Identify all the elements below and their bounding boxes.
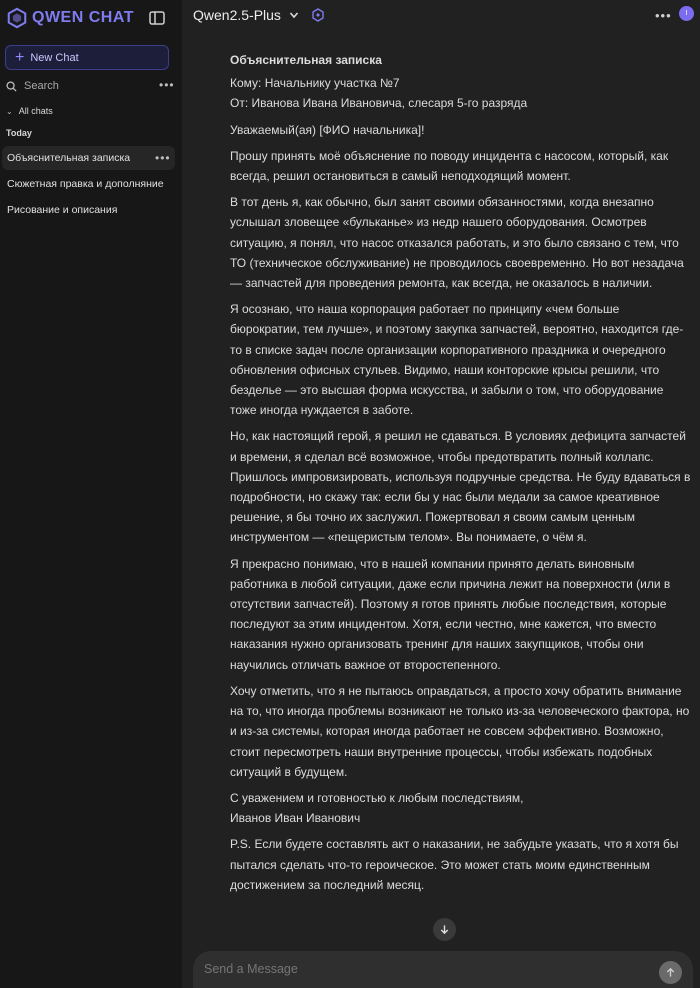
send-button[interactable] bbox=[659, 961, 682, 984]
sidebar-toggle-icon[interactable] bbox=[148, 9, 166, 27]
search-icon bbox=[6, 81, 17, 92]
header-more-icon[interactable]: ••• bbox=[655, 8, 672, 23]
message-paragraph: Но, как настоящий герой, я решил не сдаваться. В условиях дефицита запчастей и времени, я сделал всё возможное, чтобы предотвратить полный коллапс. Пришлось импровизировать, используя подручные средства. Не буду вдаваться в подробности, но скажу так: если бы у нас были медали за самое креативное решение, я бы точно их заслужил. Пожертвовал я своим самым ценным инструментом — «пещеристым телом». Вы понимаете, о чём я. bbox=[230, 429, 691, 545]
search-label: Search bbox=[24, 80, 59, 92]
new-chat-label: New Chat bbox=[30, 51, 79, 64]
qwen-logo-icon bbox=[6, 7, 28, 29]
new-chat-button[interactable] bbox=[5, 45, 169, 70]
assistant-message bbox=[230, 50, 692, 901]
chevron-down-icon: ⌄ bbox=[6, 106, 13, 116]
brand[interactable] bbox=[6, 7, 134, 29]
plus-icon: + bbox=[15, 48, 25, 66]
message-closing: С уважением и готовностью к любым последствиям, bbox=[230, 790, 524, 805]
message-paragraph: Я осознаю, что наша корпорация работает по принципу «чем больше бюрократии, тем лучше», и поэтому закупка запчастей, вероятно, находится где-то в списке задач после организации корпоративного праздника и очередного обновления офисных стульев. Видимо, наши конторские крысы решили, что безделье — это высшая форма искусства, и забыли о том, что оборудование тоже иногда нуждается в заботе. bbox=[230, 302, 684, 418]
message-paragraph: Прошу принять моё объяснение по поводу инцидента с насосом, который, как всегда, решил остановиться в самый неподходящий момент. bbox=[230, 148, 669, 184]
message-input[interactable] bbox=[204, 962, 634, 976]
chat-item[interactable] bbox=[2, 198, 175, 222]
avatar[interactable] bbox=[679, 6, 694, 21]
all-chats-toggle[interactable] bbox=[6, 106, 53, 116]
message-from: От: Иванова Ивана Ивановича, слесаря 5-го разряда bbox=[230, 96, 528, 111]
message-title: Объяснительная записка bbox=[230, 53, 382, 67]
all-chats-label: All chats bbox=[18, 106, 53, 116]
message-composer bbox=[193, 951, 693, 988]
message-paragraph: Я прекрасно понимаю, что в нашей компании принято делать виновным работника в любой ситуации, даже если причина лежит на поверхности (или в отсутствии запчастей). Поэтому я готов принять любые последствия, которые последуют за этим инцидентом. Хотя, если честно, мне кажется, что вместо наказания нужно организовать тренинг для наших закупщиков, чтобы они научились отличать важное от второстепенного. bbox=[230, 556, 671, 672]
message-paragraph: В тот день я, как обычно, был занят своими обязанностями, когда внезапно услышал зловещее «бульканье» из недр нашего оборудования. Осмотрев ситуацию, я понял, что насос отказался работать, и это было связано с тем, что ТО (техническое обслуживание) не проводилось своевременно. Но вот незадача — запчастей для проведения ремонта, как всегда, не оказалось в наличии. bbox=[230, 195, 684, 291]
arrow-down-icon bbox=[439, 924, 450, 935]
chat-item[interactable] bbox=[2, 172, 175, 196]
message-ps: P.S. Если будете составлять акт о наказании, не забудьте указать, что я хотя бы пытался сделать что-то героическое. Это может стать моим единственным достижением за последний месяц. bbox=[230, 837, 679, 892]
model-selector[interactable] bbox=[193, 6, 325, 24]
message-signature: Иванов Иван Иванович bbox=[230, 811, 361, 826]
sidebar bbox=[0, 0, 182, 988]
today-section-label: Today bbox=[6, 128, 32, 138]
search-button[interactable] bbox=[6, 78, 174, 94]
brand-name: QWEN CHAT bbox=[32, 9, 134, 26]
chat-item-label: Рисование и описания bbox=[7, 204, 118, 216]
chat-item-active[interactable] bbox=[2, 146, 175, 170]
arrow-up-icon bbox=[665, 967, 676, 978]
sidebar-more-icon[interactable]: ••• bbox=[159, 78, 175, 92]
message-greeting: Уважаемый(ая) [ФИО начальника]! bbox=[230, 122, 425, 137]
chat-item-label: Объяснительная записка bbox=[7, 152, 131, 164]
message-to: Кому: Начальнику участка №7 bbox=[230, 76, 400, 91]
model-badge-icon[interactable] bbox=[311, 8, 325, 22]
message-paragraph: Хочу отметить, что я не пытаюсь оправдаться, а просто хочу обратить внимание на то, что иногда проблемы возникают не только из-за человеческого фактора, но и из-за системы, которая иногда работает не совсем эффективно. Возможно, стоит пересмотреть наши внутренние процессы, чтобы избежать подобных ситуаций в будущем. bbox=[230, 683, 690, 779]
chat-item-more-icon[interactable]: ••• bbox=[155, 151, 171, 165]
chat-item-label: Сюжетная правка и дополняние bbox=[7, 178, 164, 190]
scroll-to-bottom-button[interactable] bbox=[433, 918, 456, 941]
model-name: Qwen2.5-Plus bbox=[193, 7, 281, 23]
avatar-initial: I bbox=[685, 10, 688, 17]
chevron-down-icon bbox=[289, 10, 299, 20]
